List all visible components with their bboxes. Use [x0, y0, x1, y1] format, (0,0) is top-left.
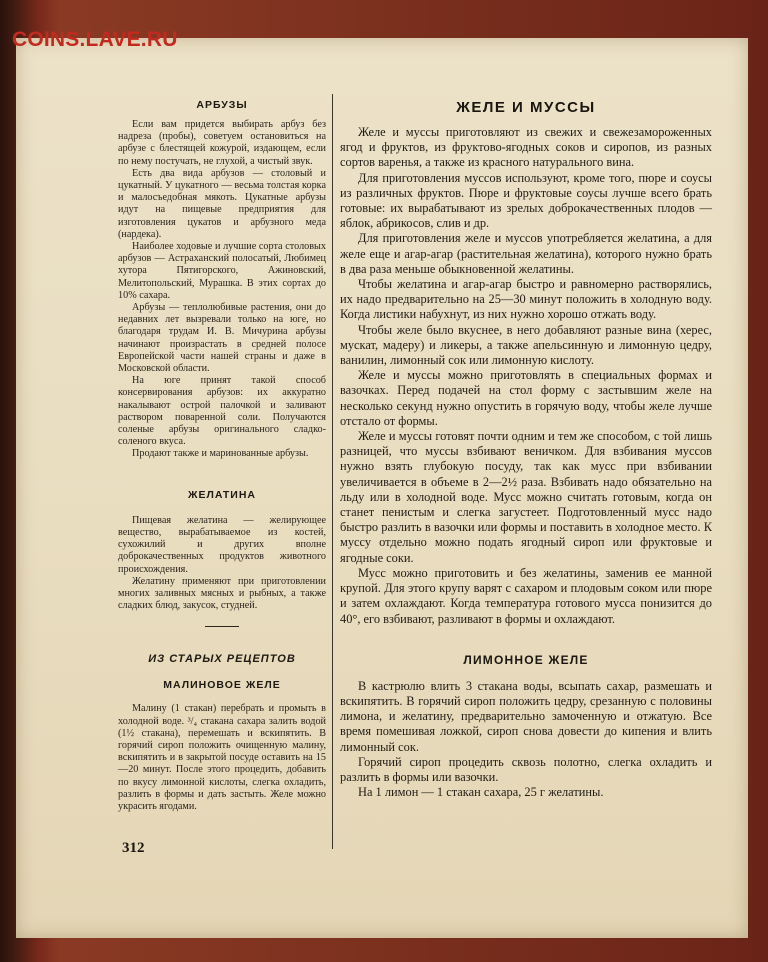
- paragraph: В кастрюлю влить 3 стакана воды, всыпать сахар, размешать и вскипятить. В горячий сироп положить цедру, срезанную с половины лимона, и желатину, предварительно замоченную и отжатую. Все время помешивая ложкой, сироп снова довести до кипения и влить лимонный сок.: [340, 678, 712, 754]
- paragraph: Чтобы желатина и агар-агар быстро и равномерно растворялись, их надо предварительно на 25—30 минут положить в холодную воду. Когда листики набухнут, из них нужно хорошо отжать воду.: [340, 277, 712, 322]
- paragraph: Наиболее ходовые и лучшие сорта столовых арбузов — Астраханский полосатый, Любимец хутора Пятигорского, Ажиновский, Мелитопольский, Мурашка. В этих сортах до 10% сахара.: [118, 241, 326, 301]
- paragraph: На юге принят такой способ консервирования арбузов: их аккуратно накалывают острой палочкой и заливают раствором поваренной соли. Получаются соленые арбузы оригинального сладко-соленого вкуса.: [118, 375, 326, 448]
- paragraph: Желатину применяют при приготовлении многих заливных мясных и рыбных, а также сладких блюд, закусок, студней.: [118, 575, 326, 612]
- watermark-logo: COINS.LAVE.RU: [12, 28, 178, 51]
- paragraph: Желе и муссы готовят почти одним и тем же способом, с той лишь разницей, что муссы взбивают веничком. Для взбивания муссов нужно взять глубокую посуду, так как мусс при взбивании увеличивается в объеме в 2—2½ раза. Взбивать надо обязательно на льду или в холодной воде. Мусс можно считать готовым, когда он станет пенистым и слегка загустеет. Подготовленный мусс надо быстро разлить в вазочки или формы и поставить в холодное место. К муссу отдельно можно подать ягодный сироп или фруктовые и ягодные соки.: [340, 429, 712, 565]
- paragraph: Если вам придется выбирать арбуз без надреза (пробы), советуем остановиться на арбузе с блестящей кожурой, издающем, если по нему постучать, не глухой, а чистый звук.: [118, 119, 326, 167]
- section-lemon-jelly: [340, 653, 712, 801]
- paragraph: Чтобы желе было вкуснее, в него добавляют разные вина (херес, мускат, мадеру) и ликеры, а также апельсинную и лимонную цедру, ванилин, лимонный сок или лимонную кислоту.: [340, 322, 712, 368]
- left-column: [118, 99, 326, 813]
- paragraph: Горячий сироп процедить сквозь полотно, слегка охладить и разлить в формы или вазочки.: [340, 754, 712, 784]
- paragraph: Для приготовления муссов используют, кроме того, пюре и соусы из различных фруктов. Пюре и фруктовые соусы лучше всего брать готовые: их вырабатывают из зрелых доброкачественных плодов — яблок, абрикосов, слив и др.: [340, 170, 712, 231]
- paragraph: Желе и муссы приготовляют из свежих и свежезамороженных ягод и фруктов, из фруктово-ягодных соков и сиропов, из разных сортов варенья, а также из красного натурального вина.: [340, 125, 712, 170]
- section-title: МАЛИНОВОЕ ЖЕЛЕ: [163, 679, 281, 692]
- paragraph: Желе и муссы можно приготовлять в специальных формах и вазочках. Перед подачей на стол форму с застывшим желе на несколько секунд нужно опустить в горячую воду, чтобы желе лучше отстало от формы.: [340, 368, 712, 428]
- section-watermelons: [118, 99, 326, 461]
- section-title: АРБУЗЫ: [196, 99, 248, 111]
- paragraph: Малину (1 стакан) перебрать и промыть в холодной воде. ³/₄ стакана сахара залить водой (1½ стакана), перемешать и вскипятить. В горячий сироп положить очищенную малину, вскипятить и в закрытой посуде оставить на 15—20 минут. После этого процедить, добавить по вкусу лимонной кислоты, слегка охладить, разлить в формы и дать застыть. Желе можно украсить ягодами.: [118, 703, 326, 812]
- paragraph: Арбузы — теплолюбивые растения, они до недавних лет вызревали только на юге, но благодаря трудам И. В. Мичурина арбузы начинают произрастать в средней полосе Европейской части нашей страны и даже в Московской области.: [118, 302, 326, 375]
- paragraph: Есть два вида арбузов — столовый и цукатный. У цукатного — весьма толстая корка и малосъедобная мякоть. Цукатные арбузы идут на пищевые предприятия для изготовления цукатов и арбузного меда (нардека).: [118, 167, 326, 240]
- right-column: [340, 99, 712, 800]
- paragraph: Пищевая желатина — желирующее вещество, вырабатываемое из костей, сухожилий и других вполне доброкачественных продуктов животного происхождения.: [118, 514, 326, 575]
- paragraph: Продают также и маринованные арбузы.: [132, 448, 309, 460]
- paragraph: Мусс можно приготовить и без желатины, заменив ее манной крупой. Для этого крупу варят с сахаром и плодовым соком или пюре и затем охлаждают. Когда температура готового мусса понизится до 40°, его взбивают, разливают в формы и охлаждают.: [340, 565, 712, 626]
- section-title: ЛИМОННОЕ ЖЕЛЕ: [463, 652, 589, 667]
- section-gelatin: [118, 489, 326, 613]
- subsection-heading: ИЗ СТАРЫХ РЕЦЕПТОВ: [148, 653, 296, 666]
- section-title: ЖЕЛЕ И МУССЫ: [456, 99, 596, 116]
- paragraph: Для приготовления желе и муссов употребляется желатина, а для желе еще и агар-агар (растительная желатина), которого нужно брать в два раза меньше обыкновенной желатины.: [340, 231, 712, 276]
- section-title: ЖЕЛАТИНА: [187, 488, 257, 501]
- paragraph: На 1 лимон — 1 стакан сахара, 25 г желатины.: [358, 785, 604, 800]
- section-jelly-mousse: [340, 99, 712, 627]
- page-number: 312: [122, 840, 145, 856]
- column-divider: [332, 94, 333, 849]
- section-rule: [205, 626, 239, 627]
- section-old-recipes: [118, 653, 326, 813]
